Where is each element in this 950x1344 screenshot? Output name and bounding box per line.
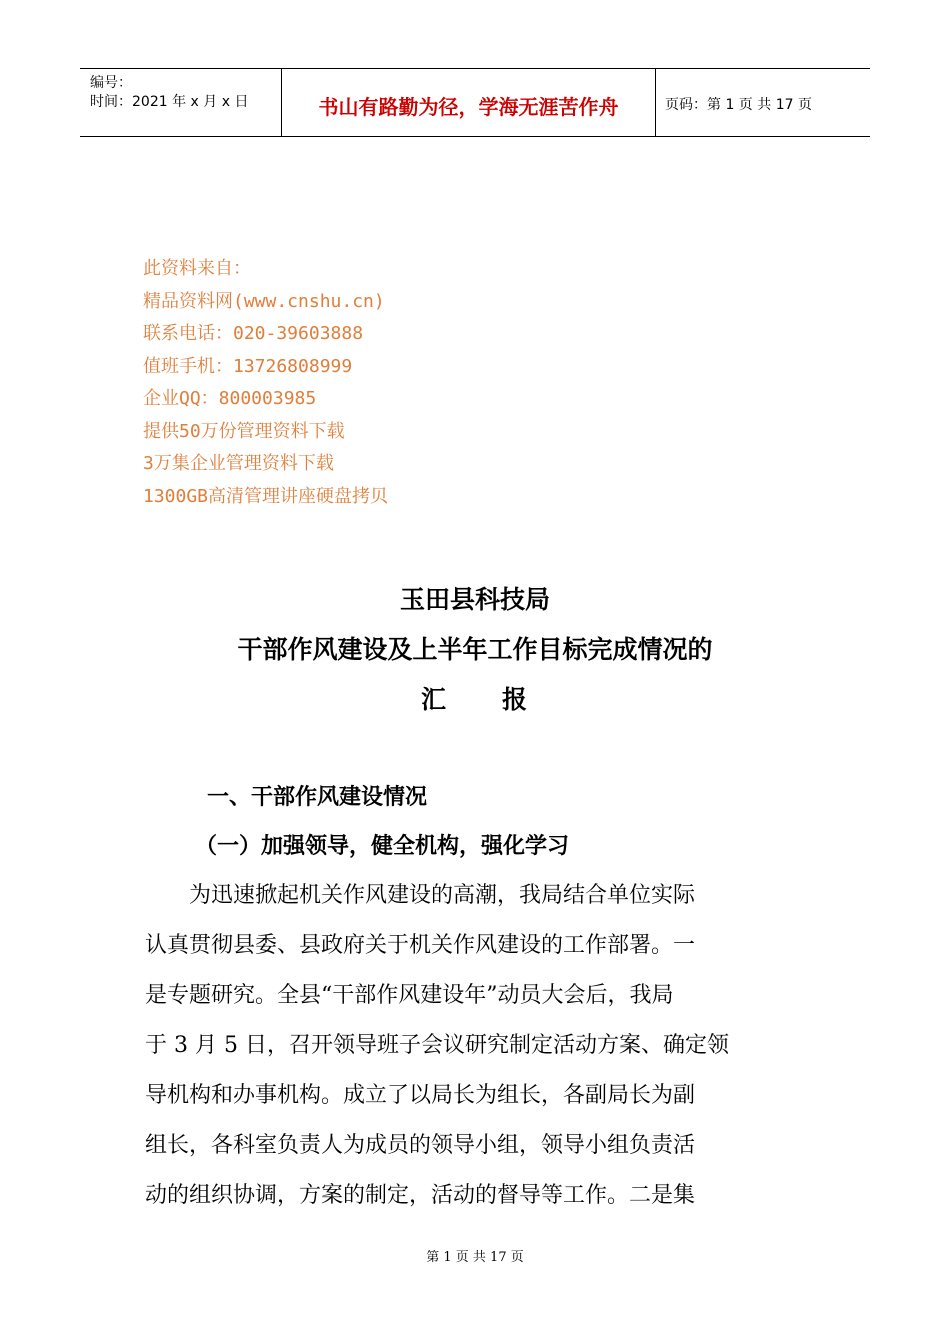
header-middle-cell: [281, 69, 656, 136]
source-line: 1300GB高清管理讲座硬盘拷贝: [143, 485, 389, 507]
paragraph-line: 是专题研究。全县“干部作风建设年”动员大会后，我局: [145, 983, 674, 1008]
paragraph-line: 动的组织协调，方案的制定，活动的督导等工作。二是集: [145, 1183, 696, 1208]
title-line-3: 汇 报: [420, 685, 529, 714]
source-block: [143, 253, 388, 513]
paragraph-line: 导机构和办事机构。成立了以局长为组长，各副局长为副: [145, 1083, 696, 1108]
source-line: 3万集企业管理资料下载: [143, 453, 334, 474]
source-line: 企业QQ：800003985: [143, 388, 317, 409]
motto: 书山有路勤为径，学海无涯苦作舟: [318, 95, 619, 119]
header-right-cell: [655, 69, 870, 136]
paragraph-line: 为迅速掀起机关作风建设的高潮，我局结合单位实际: [145, 883, 696, 908]
paragraph-line: 于 3 月 5 日，召开领导班子会议研究制定活动方案、确定领: [145, 1033, 729, 1058]
source-line: 联系电话：020-39603888: [143, 323, 364, 344]
source-line: 提供50万份管理资料下载: [143, 420, 345, 442]
source-line: 精品资料网(www.cnshu.cn): [143, 290, 385, 312]
section-heading: 一、干部作风建设情况: [207, 785, 428, 810]
time-label: 时间：2021 年 x 月 x 日: [90, 94, 249, 110]
subsection-heading: （一）加强领导，健全机构，强化学习: [195, 834, 570, 859]
page-info: 页码：第 1 页 共 17 页: [665, 97, 812, 113]
header-left-cell: [80, 69, 281, 136]
source-line: 此资料来自：: [143, 258, 251, 279]
page-footer: 第 1 页 共 17 页: [426, 1250, 524, 1265]
paragraph-line: 组长，各科室负责人为成员的领导小组，领导小组负责活: [145, 1133, 696, 1158]
source-line: 值班手机：13726808999: [143, 355, 353, 377]
title-line-1: 玉田县科技局: [399, 585, 550, 614]
header-table: [80, 68, 870, 137]
paragraph-line: 认真贯彻县委、县政府关于机关作风建设的工作部署。一: [145, 933, 696, 958]
serial-label: 编号：: [90, 75, 132, 91]
title-line-2: 干部作风建设及上半年工作目标完成情况的: [237, 635, 713, 664]
